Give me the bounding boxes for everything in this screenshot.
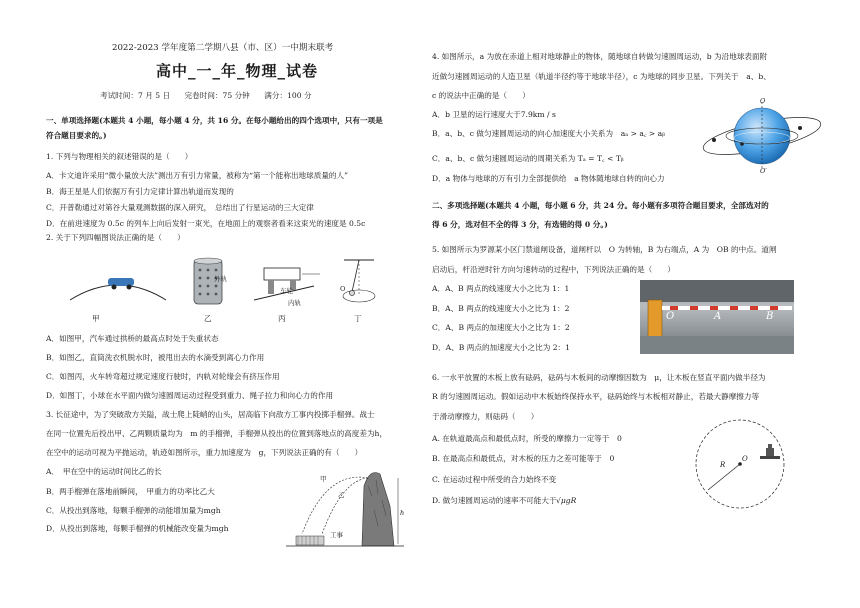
q6-line3: 于滑动摩擦力，则砝码（ ） — [432, 412, 539, 421]
q6-option-b: B. 在最高点和最低点，对木板的压力之差可能等于 0 — [432, 454, 615, 463]
q5-line1: 5. 如图所示为罗源某小区门禁道闸设备，道闸杆以 O 为转轴，B 为右端点，A 为 OB 的中点。道闸 — [432, 245, 777, 254]
fig-ding-pendulum — [343, 260, 375, 302]
q6-circle-figure — [688, 416, 792, 512]
q3-option-c: C．从投出到落地，每颗手榴弹的动能增加量为mgh — [46, 506, 221, 515]
fig-label-works: 工事 — [330, 531, 343, 539]
photo-label-b: B — [766, 311, 774, 322]
fig-label-o: O — [340, 285, 346, 293]
q2-stem: 2. 关于下列四幅图说法正确的是（ ） — [46, 233, 185, 242]
q2-option-b: B．如图乙，直筒洗衣机脱水时，被甩出去的水滴受到离心力作用 — [46, 353, 265, 362]
q1-option-b: B．海王星是人们依据万有引力定律计算出轨道而发现的 — [46, 187, 234, 196]
fig-label-inner-rail: 内轨 — [288, 299, 301, 307]
q5-option-c: C．A、B 两点的加速度大小之比为 1：2 — [432, 323, 570, 332]
q6-option-d: D. 做匀速圆周运动的速率不可能大于 — [432, 496, 557, 505]
q6-line1: 6. 一水平放置的木板上放有砝码，砝码与木板间的动摩擦因数为 μ，让木板在竖直平面内做半径为 — [432, 373, 766, 382]
photo-label-a: A — [714, 311, 722, 322]
fig-label-bing: 丙 — [278, 314, 286, 323]
q6-option-a: A. 在轨道最高点和最低点时，所受的摩擦力一定等于 0 — [432, 434, 622, 443]
q3-option-d: D．从投出到落地，每颗手榴弹的机械能改变量为mgh — [46, 524, 229, 533]
section2-heading-line1: 二、多项选择题(本题共 4 小题，每小题 6 分，共 24 分。每小题有多项符合题目要求，全部选对的 — [432, 201, 769, 210]
fig-label-r: R — [720, 461, 726, 469]
fig-label-wheel: 车轮 — [280, 287, 293, 295]
q5-option-b: B．A、B 两点的线速度大小之比为 1：2 — [432, 304, 570, 313]
fig-label-o-bottom: O′ — [760, 167, 767, 175]
exam-title: 高中_一_年_物理_试卷 — [156, 62, 319, 80]
q6-option-d-formula: √μgR — [556, 496, 577, 505]
q2-option-c: C．如图丙，火车转弯超过规定速度行驶时，内轨对轮缘会有挤压作用 — [46, 372, 280, 381]
q1-option-d: D．在前进速度为 0.5c 的列车上向后发射一束光，在地面上的观察者看来这束光的速度是 0.5c — [46, 219, 366, 228]
fig-label-yi-trajectory: 乙 — [338, 491, 345, 499]
q2-option-a: A．如图甲，汽车通过拱桥的最高点时处于失重状态 — [46, 334, 219, 343]
fig-label-jia-trajectory: 甲 — [320, 475, 327, 483]
q5-option-d: D．A、B 两点的加速度大小之比为 2：1 — [432, 343, 570, 352]
q4-line1: 4. 如图所示，a 为放在赤道上相对地球静止的物体，随地球自转做匀速圆周运动，b 为沿地球表面附 — [432, 52, 768, 61]
q3-line3: 在空中的运动可视为平抛运动，轨迹如图所示，重力加速度为 g，下列说法正确的有（ ） — [46, 448, 363, 457]
fig-label-outer-rail: 外轨 — [214, 275, 227, 283]
q3-option-a: A． 甲在空中的运动时间比乙的长 — [46, 467, 162, 476]
fig-label-h: h — [400, 509, 405, 517]
q4-line2: 近做匀速圆周运动的人造卫星（轨道半径约等于地球半径），c 为地球的同步卫星。下列关于 a、b、 — [432, 72, 771, 81]
q5-option-a: A．A、B 两点的线速度大小之比为 1：1 — [432, 284, 570, 293]
fig-label-yi: 乙 — [204, 314, 212, 323]
q3-cliff-figure — [286, 466, 404, 548]
q4-option-c: C．a、b、c 做匀速圆周运动的周期关系为 Tₐ = T꜀ < Tᵦ — [432, 154, 624, 163]
q6-line2: R 的匀速圆周运动。假如运动中木板始终保持水平，砝码始终与木板相对静止，若最大静摩擦力等 — [432, 392, 760, 401]
exam-header-line: 2022-2023 学年度第二学期八县（市、区）一中期末联考 — [112, 43, 334, 53]
fig-label-jia: 甲 — [92, 314, 100, 323]
q4-earth-figure — [700, 98, 824, 174]
q4-line3: c 的说法中正确的是（ ） — [432, 91, 530, 100]
q3-line2: 在同一位置先后投出甲、乙两颗质量均为 m 的手榴弹，手榴弹从投出的位置到落地点的高度差为h， — [46, 429, 388, 438]
q4-option-d: D．a 物体与地球的万有引力全部提供给 a 物体随地球自转的向心力 — [432, 174, 665, 183]
q4-option-b: B．a、b、c 做匀速圆周运动的向心加速度大小关系为 aₐ > a꜀ > aᵦ — [432, 129, 665, 138]
q3-option-b: B．两手榴弹在落地前瞬间， 甲重力的功率比乙大 — [46, 487, 215, 496]
q1-stem: 1. 下列与物理相关的叙述错误的是（ ） — [46, 152, 193, 161]
q5-gate-photo — [640, 280, 794, 354]
q3-line1: 3. 长征途中，为了突破敌方关隘，战士爬上陡峭的山头，居高临下向敌方工事内投掷手榴弹。战士 — [46, 410, 375, 419]
q4-option-a: A．b 卫星的运行速度大于7.9km / s — [432, 110, 556, 119]
fig-jia-car-bridge — [70, 278, 166, 300]
q1-option-a: A．卡文迪许采用“微小量放大法”测出万有引力常量，被称为“第一个能称出地球质量的人” — [46, 171, 348, 180]
fig-label-o-top: O — [760, 97, 766, 105]
fig-label-o-center: O — [742, 455, 748, 463]
section2-heading-line2: 得 6 分，选对但不全的得 3 分，有选错的得 0 分。) — [432, 220, 608, 229]
q1-option-c: C．开普勒通过对第谷大量观测数据的深入研究， 总结出了行星运动的三大定律 — [46, 203, 314, 212]
q2-figures — [68, 256, 378, 326]
section1-heading-line1: 一、单项选择题(本题共 4 小题，每小题 4 分，共 16 分。在每小题给出的四个选项中，只有一项是 — [46, 116, 383, 125]
section1-heading-line2: 符合题目要求的。) — [46, 131, 107, 140]
q2-option-d: D．如图丁，小球在水平面内做匀速圆周运动过程受到重力、绳子拉力和向心力的作用 — [46, 391, 334, 400]
exam-meta: 考试时间：7 月 5 日 完卷时间：75 分钟 满分：100 分 — [100, 91, 312, 100]
q5-line2: 启动后，杆沿逆时针方向匀速转动的过程中，下列说法正确的是（ ） — [432, 265, 675, 274]
photo-label-o: O — [666, 311, 675, 322]
fig-label-ding: 丁 — [354, 314, 362, 323]
q6-option-c: C. 在运动过程中所受的合力始终不变 — [432, 475, 557, 484]
